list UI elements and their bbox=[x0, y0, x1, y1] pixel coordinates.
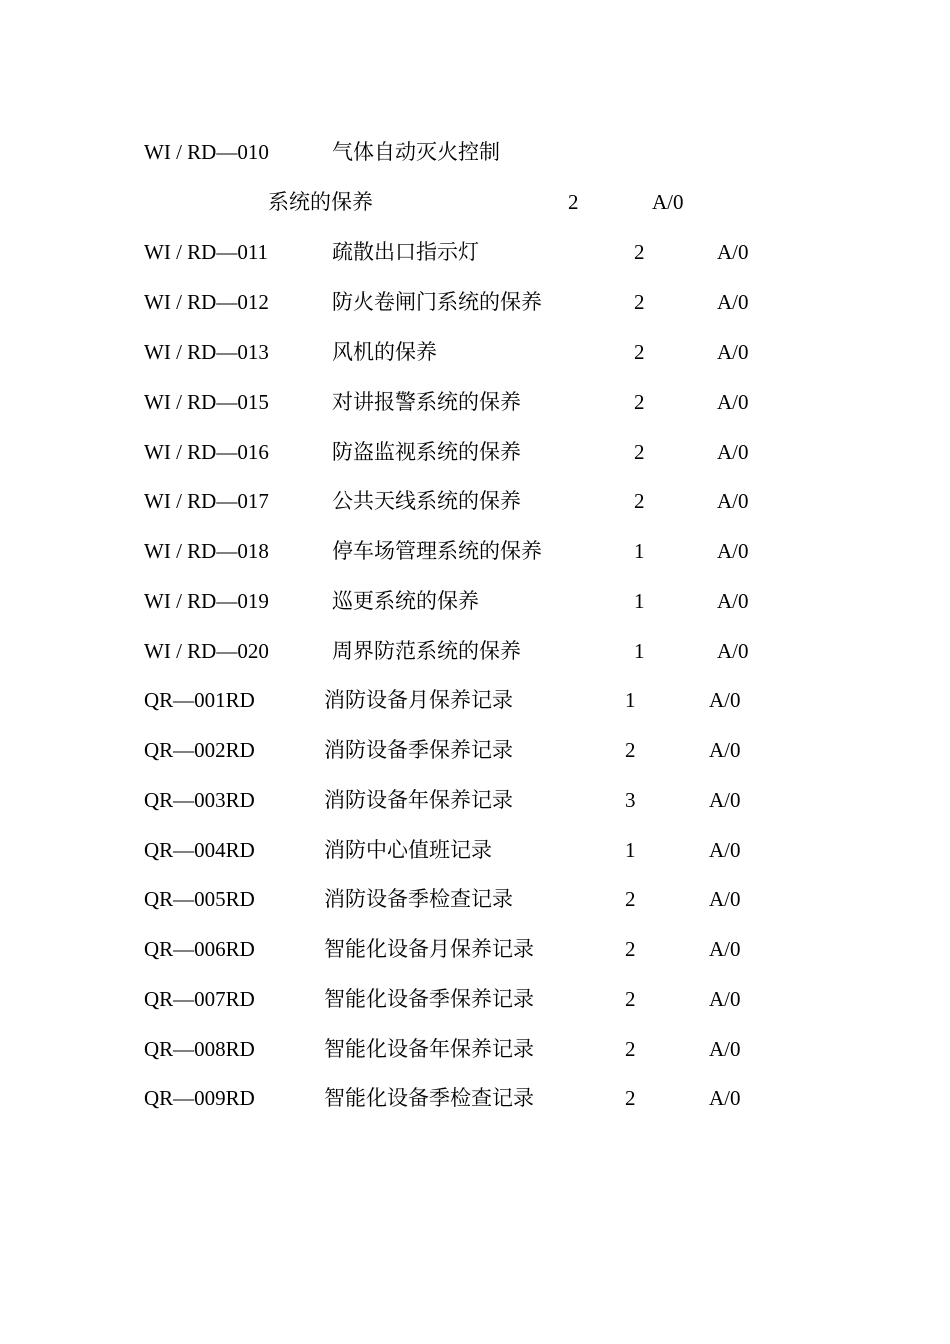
version: A/0 bbox=[717, 440, 749, 464]
document-code: QR—002RD bbox=[144, 738, 255, 762]
document-code: WI / RD—012 bbox=[144, 290, 269, 314]
document-row bbox=[0, 884, 950, 914]
page-count: 2 bbox=[625, 987, 636, 1011]
page-count: 2 bbox=[634, 340, 645, 364]
document-code: QR—001RD bbox=[144, 688, 255, 712]
version: A/0 bbox=[709, 937, 741, 961]
page-count: 2 bbox=[625, 738, 636, 762]
document-title: 消防中心值班记录 bbox=[324, 838, 492, 862]
document-row bbox=[0, 785, 950, 815]
document-title: 对讲报警系统的保养 bbox=[332, 390, 521, 414]
document-title: 智能化设备季保养记录 bbox=[324, 987, 534, 1011]
document-row bbox=[0, 536, 950, 566]
document-title: 风机的保养 bbox=[332, 340, 437, 364]
version: A/0 bbox=[717, 340, 749, 364]
page-count: 1 bbox=[634, 639, 645, 663]
document-code: QR—009RD bbox=[144, 1086, 255, 1110]
document-title: 公共天线系统的保养 bbox=[332, 489, 521, 513]
version: A/0 bbox=[717, 589, 749, 613]
page-count: 2 bbox=[634, 489, 645, 513]
document-row bbox=[0, 486, 950, 516]
page-count: 1 bbox=[625, 688, 636, 712]
document-code: QR—008RD bbox=[144, 1037, 255, 1061]
page-count: 2 bbox=[634, 440, 645, 464]
document-row bbox=[0, 437, 950, 467]
version: A/0 bbox=[709, 1086, 741, 1110]
document-title: 消防设备月保养记录 bbox=[324, 688, 513, 712]
version: A/0 bbox=[717, 390, 749, 414]
document-title: 消防设备季保养记录 bbox=[324, 738, 513, 762]
document-title: 消防设备季检查记录 bbox=[324, 887, 513, 911]
document-row bbox=[0, 984, 950, 1014]
document-code: WI / RD—011 bbox=[144, 240, 269, 264]
version: A/0 bbox=[709, 1037, 741, 1061]
document-row bbox=[0, 685, 950, 715]
document-row bbox=[0, 636, 950, 666]
document-row bbox=[0, 1034, 950, 1064]
document-row bbox=[0, 337, 950, 367]
document-title: 系统的保养 bbox=[268, 190, 373, 214]
document-code: QR—003RD bbox=[144, 788, 255, 812]
version: A/0 bbox=[652, 190, 684, 214]
page-count: 2 bbox=[634, 390, 645, 414]
document-code: WI / RD—017 bbox=[144, 489, 269, 513]
document-row bbox=[0, 835, 950, 865]
page-count: 2 bbox=[634, 240, 645, 264]
page-count: 2 bbox=[625, 1037, 636, 1061]
document-code: WI / RD—016 bbox=[144, 440, 269, 464]
document-code: WI / RD—010 bbox=[144, 140, 269, 164]
document-code: QR—005RD bbox=[144, 887, 255, 911]
document-title: 防盗监视系统的保养 bbox=[332, 440, 521, 464]
document-row bbox=[0, 1083, 950, 1113]
document-title: 周界防范系统的保养 bbox=[332, 639, 521, 663]
document-row bbox=[0, 287, 950, 317]
document-title: 疏散出口指示灯 bbox=[332, 240, 479, 264]
document-code: QR—006RD bbox=[144, 937, 255, 961]
document-row bbox=[0, 586, 950, 616]
document-title: 智能化设备季检查记录 bbox=[324, 1086, 534, 1110]
page-count: 1 bbox=[634, 539, 645, 563]
document-row bbox=[0, 187, 950, 217]
document-code: QR—004RD bbox=[144, 838, 255, 862]
document-title: 消防设备年保养记录 bbox=[324, 788, 513, 812]
document-title: 停车场管理系统的保养 bbox=[332, 539, 542, 563]
version: A/0 bbox=[717, 539, 749, 563]
page-count: 3 bbox=[625, 788, 636, 812]
version: A/0 bbox=[709, 738, 741, 762]
version: A/0 bbox=[709, 688, 741, 712]
version: A/0 bbox=[717, 240, 749, 264]
document-title: 防火卷闸门系统的保养 bbox=[332, 290, 542, 314]
document-code: WI / RD—019 bbox=[144, 589, 269, 613]
version: A/0 bbox=[709, 838, 741, 862]
version: A/0 bbox=[709, 987, 741, 1011]
page-count: 2 bbox=[625, 1086, 636, 1110]
version: A/0 bbox=[717, 290, 749, 314]
document-title: 智能化设备月保养记录 bbox=[324, 937, 534, 961]
version: A/0 bbox=[717, 489, 749, 513]
document-title: 智能化设备年保养记录 bbox=[324, 1037, 534, 1061]
version: A/0 bbox=[709, 887, 741, 911]
version: A/0 bbox=[717, 639, 749, 663]
page-count: 1 bbox=[625, 838, 636, 862]
document-code: WI / RD—013 bbox=[144, 340, 269, 364]
page-count: 2 bbox=[625, 887, 636, 911]
page-count: 2 bbox=[634, 290, 645, 314]
document-title: 气体自动灭火控制 bbox=[332, 140, 500, 164]
document-row bbox=[0, 934, 950, 964]
document-code: WI / RD—018 bbox=[144, 539, 269, 563]
document-row bbox=[0, 137, 950, 167]
document-code: WI / RD—015 bbox=[144, 390, 269, 414]
document-code: WI / RD—020 bbox=[144, 639, 269, 663]
page-count: 1 bbox=[634, 589, 645, 613]
document-row bbox=[0, 237, 950, 267]
document-row bbox=[0, 735, 950, 765]
document-title: 巡更系统的保养 bbox=[332, 589, 479, 613]
document-row bbox=[0, 387, 950, 417]
page-count: 2 bbox=[625, 937, 636, 961]
version: A/0 bbox=[709, 788, 741, 812]
document-code: QR—007RD bbox=[144, 987, 255, 1011]
page-count: 2 bbox=[568, 190, 579, 214]
